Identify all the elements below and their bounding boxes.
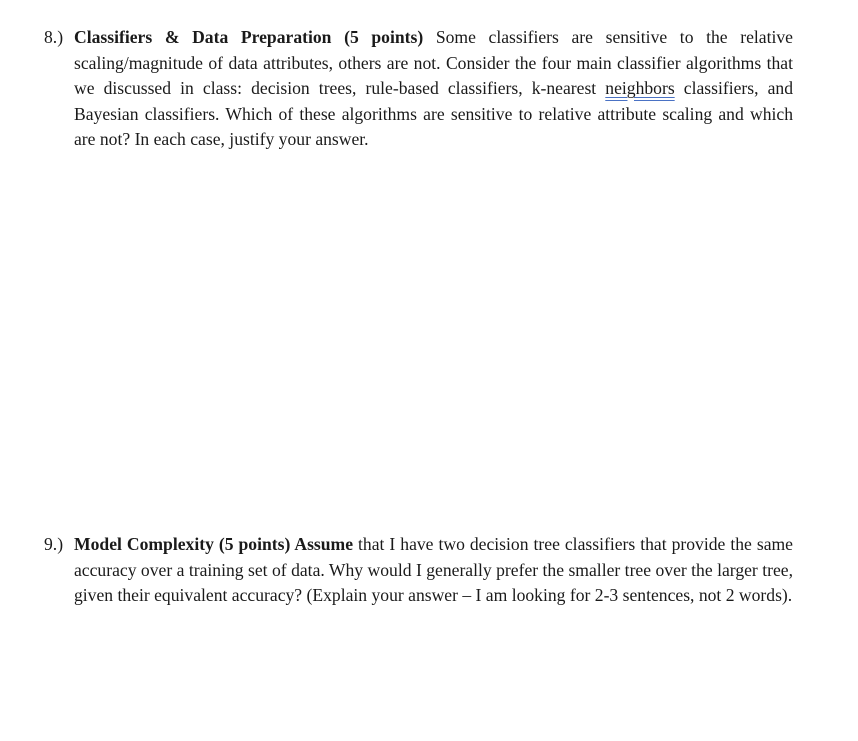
question-9 [44,532,793,609]
spellcheck-flagged-word[interactable]: neighbors [605,78,675,99]
question-number: 8.) [44,27,64,47]
question-text: Some classifiers are sensitive to the relative scaling/magnitude of data attributes, others are not. Consider the four main classifier algorithms that we discussed in class: decision trees, rule-based classifiers, k-nearest [74,27,793,99]
question-text-continued: classifiers, and Bayesian classifiers. Which of these algorithms are sensitive to relative attribute scaling and which are not? In each case, justify your answer. [74,78,794,150]
question-number: 9.) [44,534,64,554]
question-title: Model Complexity (5 points) Assume [74,534,354,554]
question-body [74,25,793,153]
question-text: that I have two decision tree classifiers that provide the same accuracy over a training set of data. Why would I generally prefer the smaller tree over the larger tree, given their equivalent accuracy? (Explain your answer – I am looking for 2-3 sentences, not 2 words). [74,534,793,606]
question-body [74,532,793,609]
question-title: Classifiers & Data Preparation (5 points) [74,27,424,47]
question-8 [44,25,793,153]
